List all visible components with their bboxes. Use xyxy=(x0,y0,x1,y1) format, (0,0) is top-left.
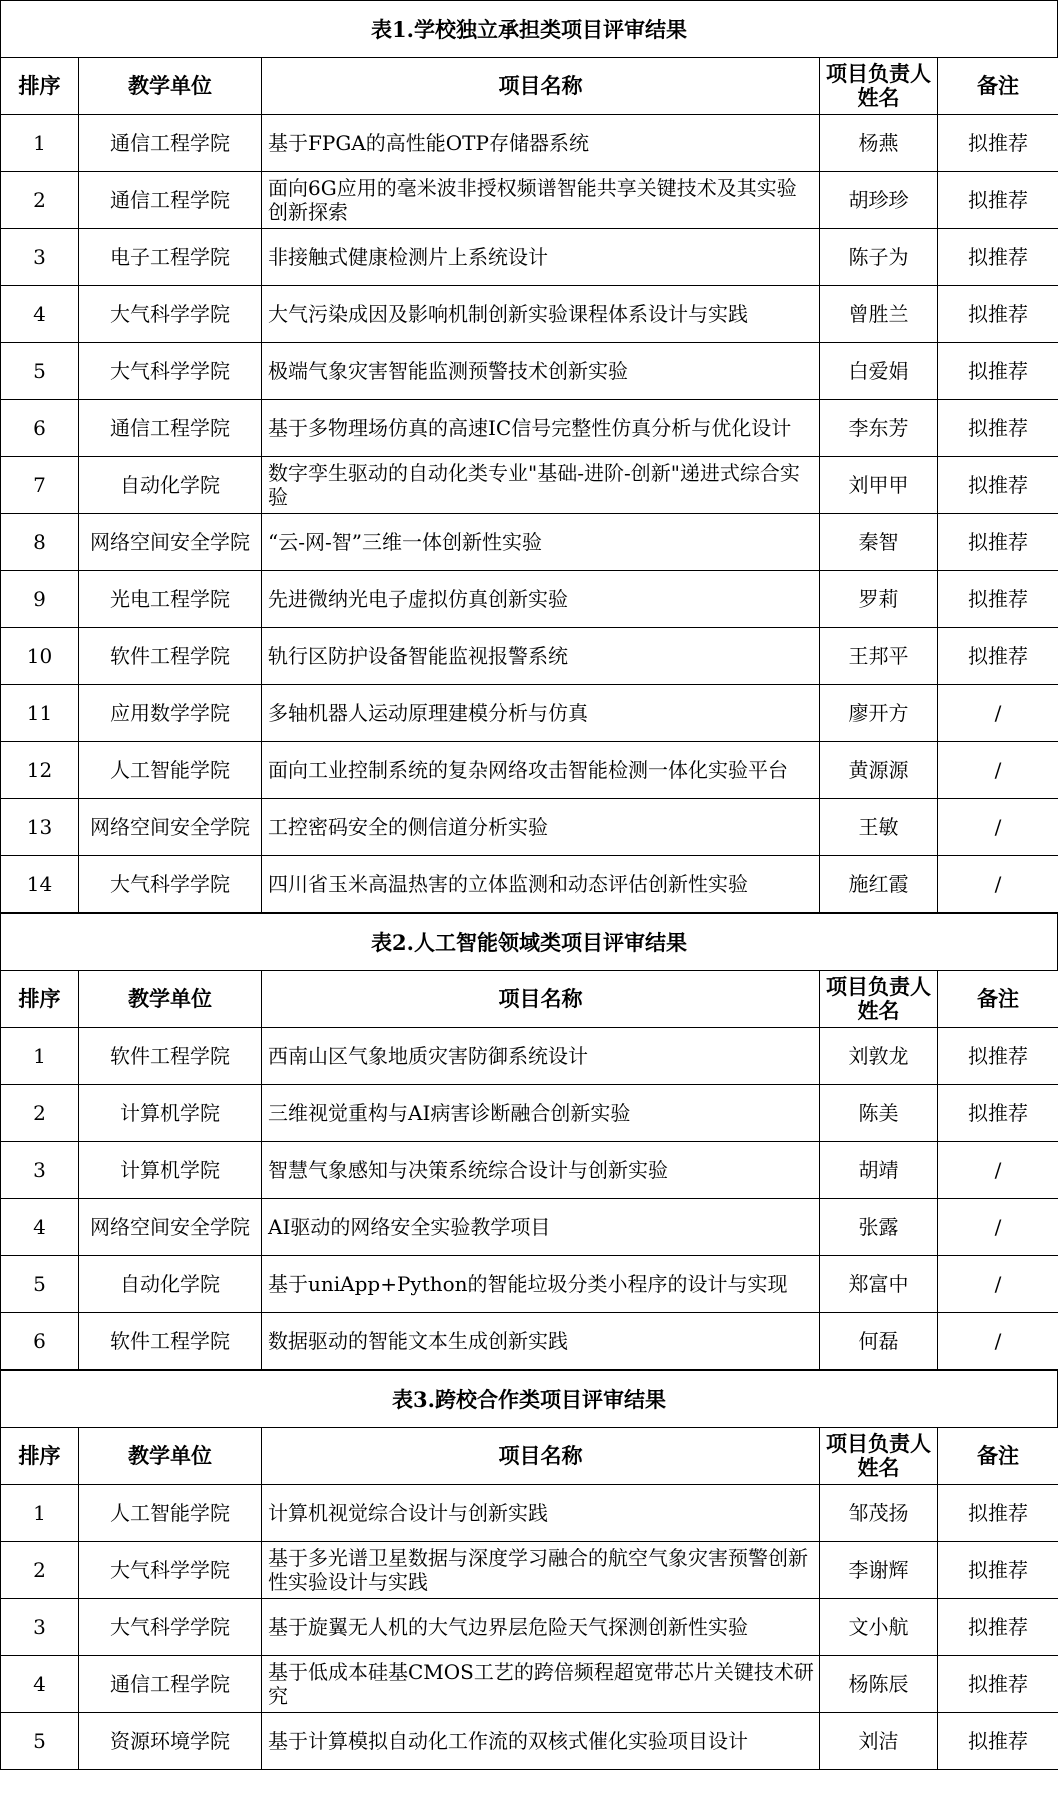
table-row xyxy=(1,1085,1058,1142)
rank-cell: 2 xyxy=(1,1085,79,1142)
rank-cell: 13 xyxy=(1,799,79,856)
leader-cell: 杨陈辰 xyxy=(820,1656,938,1713)
leader-cell: 秦智 xyxy=(820,514,938,571)
leader-cell: 邹茂扬 xyxy=(820,1485,938,1542)
unit-cell: 大气科学学院 xyxy=(79,856,262,913)
rank-header: 排序 xyxy=(1,58,79,115)
leader-cell: 文小航 xyxy=(820,1599,938,1656)
note-cell: 拟推荐 xyxy=(938,343,1058,400)
rank-cell: 10 xyxy=(1,628,79,685)
project-name-cell: 多轴机器人运动原理建模分析与仿真 xyxy=(262,685,820,742)
rank-cell: 6 xyxy=(1,1313,79,1370)
unit-cell: 软件工程学院 xyxy=(79,1313,262,1370)
table-row xyxy=(1,229,1058,286)
rank-cell: 1 xyxy=(1,1485,79,1542)
table-row xyxy=(1,799,1058,856)
note-cell: 拟推荐 xyxy=(938,400,1058,457)
note-cell: 拟推荐 xyxy=(938,1028,1058,1085)
note-header: 备注 xyxy=(938,1428,1058,1485)
leader-cell: 胡珍珍 xyxy=(820,172,938,229)
unit-cell: 自动化学院 xyxy=(79,1256,262,1313)
table-row xyxy=(1,1485,1058,1542)
rank-cell: 5 xyxy=(1,1713,79,1770)
header-row xyxy=(1,1428,1058,1485)
table-row xyxy=(1,1313,1058,1370)
note-cell: / xyxy=(938,1142,1058,1199)
table-row xyxy=(1,286,1058,343)
rank-cell: 4 xyxy=(1,1199,79,1256)
leader-cell: 杨燕 xyxy=(820,115,938,172)
project-name-cell: 先进微纳光电子虚拟仿真创新实验 xyxy=(262,571,820,628)
rank-cell: 4 xyxy=(1,286,79,343)
note-cell: 拟推荐 xyxy=(938,1542,1058,1599)
note-cell: / xyxy=(938,1256,1058,1313)
note-cell: 拟推荐 xyxy=(938,514,1058,571)
note-cell: / xyxy=(938,685,1058,742)
unit-header: 教学单位 xyxy=(79,971,262,1028)
unit-cell: 自动化学院 xyxy=(79,457,262,514)
table-row xyxy=(1,1542,1058,1599)
leader-cell: 罗莉 xyxy=(820,571,938,628)
unit-cell: 资源环境学院 xyxy=(79,1713,262,1770)
note-cell: 拟推荐 xyxy=(938,571,1058,628)
table-row xyxy=(1,1713,1058,1770)
section-title: 表1.学校独立承担类项目评审结果 xyxy=(0,0,1058,57)
table-row xyxy=(1,1656,1058,1713)
table-row xyxy=(1,1256,1058,1313)
project-name-cell: 基于低成本硅基CMOS工艺的跨倍频程超宽带芯片关键技术研究 xyxy=(262,1656,820,1713)
unit-cell: 通信工程学院 xyxy=(79,1656,262,1713)
unit-cell: 网络空间安全学院 xyxy=(79,799,262,856)
table-row xyxy=(1,343,1058,400)
table-row xyxy=(1,1142,1058,1199)
results-table xyxy=(0,970,1058,1370)
unit-cell: 软件工程学院 xyxy=(79,628,262,685)
rank-cell: 8 xyxy=(1,514,79,571)
rank-cell: 2 xyxy=(1,172,79,229)
project-name-cell: 基于旋翼无人机的大气边界层危险天气探测创新性实验 xyxy=(262,1599,820,1656)
leader-cell: 施红霞 xyxy=(820,856,938,913)
note-cell: / xyxy=(938,742,1058,799)
table-row xyxy=(1,400,1058,457)
header-row xyxy=(1,971,1058,1028)
note-cell: / xyxy=(938,856,1058,913)
leader-header: 项目负责人姓名 xyxy=(820,58,938,115)
table-row xyxy=(1,685,1058,742)
rank-cell: 3 xyxy=(1,1599,79,1656)
rank-cell: 6 xyxy=(1,400,79,457)
rank-cell: 4 xyxy=(1,1656,79,1713)
project-name-cell: 基于计算模拟自动化工作流的双核式催化实验项目设计 xyxy=(262,1713,820,1770)
leader-cell: 陈子为 xyxy=(820,229,938,286)
project-name-cell: 工控密码安全的侧信道分析实验 xyxy=(262,799,820,856)
leader-cell: 白爱娟 xyxy=(820,343,938,400)
note-header: 备注 xyxy=(938,58,1058,115)
project-header: 项目名称 xyxy=(262,971,820,1028)
table-row xyxy=(1,115,1058,172)
rank-cell: 9 xyxy=(1,571,79,628)
leader-cell: 胡靖 xyxy=(820,1142,938,1199)
unit-cell: 通信工程学院 xyxy=(79,115,262,172)
note-cell: 拟推荐 xyxy=(938,229,1058,286)
table-row xyxy=(1,1199,1058,1256)
project-name-cell: 数字孪生驱动的自动化类专业"基础-进阶-创新"递进式综合实验 xyxy=(262,457,820,514)
leader-cell: 李东芳 xyxy=(820,400,938,457)
unit-cell: 大气科学学院 xyxy=(79,1599,262,1656)
rank-cell: 11 xyxy=(1,685,79,742)
note-cell: 拟推荐 xyxy=(938,457,1058,514)
rank-header: 排序 xyxy=(1,1428,79,1485)
project-header: 项目名称 xyxy=(262,1428,820,1485)
project-name-cell: 基于多物理场仿真的高速IC信号完整性仿真分析与优化设计 xyxy=(262,400,820,457)
project-name-cell: 面向6G应用的毫米波非授权频谱智能共享关键技术及其实验创新探索 xyxy=(262,172,820,229)
table-row xyxy=(1,1028,1058,1085)
leader-cell: 黄源源 xyxy=(820,742,938,799)
section-title: 表3.跨校合作类项目评审结果 xyxy=(0,1370,1058,1427)
leader-cell: 陈美 xyxy=(820,1085,938,1142)
results-table xyxy=(0,1427,1058,1770)
note-cell: 拟推荐 xyxy=(938,286,1058,343)
project-name-cell: 基于多光谱卫星数据与深度学习融合的航空气象灾害预警创新性实验设计与实践 xyxy=(262,1542,820,1599)
note-cell: / xyxy=(938,1313,1058,1370)
table-row xyxy=(1,628,1058,685)
project-name-cell: 三维视觉重构与AI病害诊断融合创新实验 xyxy=(262,1085,820,1142)
unit-cell: 通信工程学院 xyxy=(79,172,262,229)
rank-cell: 1 xyxy=(1,1028,79,1085)
leader-cell: 刘甲甲 xyxy=(820,457,938,514)
leader-cell: 刘洁 xyxy=(820,1713,938,1770)
leader-cell: 廖开方 xyxy=(820,685,938,742)
unit-header: 教学单位 xyxy=(79,58,262,115)
project-name-cell: 大气污染成因及影响机制创新实验课程体系设计与实践 xyxy=(262,286,820,343)
unit-cell: 网络空间安全学院 xyxy=(79,1199,262,1256)
unit-cell: 大气科学学院 xyxy=(79,286,262,343)
rank-cell: 2 xyxy=(1,1542,79,1599)
leader-cell: 王邦平 xyxy=(820,628,938,685)
project-name-cell: 数据驱动的智能文本生成创新实践 xyxy=(262,1313,820,1370)
project-name-cell: 基于uniApp+Python的智能垃圾分类小程序的设计与实现 xyxy=(262,1256,820,1313)
note-cell: / xyxy=(938,799,1058,856)
note-cell: 拟推荐 xyxy=(938,628,1058,685)
section-title: 表2.人工智能领域类项目评审结果 xyxy=(0,913,1058,970)
results-table xyxy=(0,57,1058,913)
rank-cell: 14 xyxy=(1,856,79,913)
rank-cell: 3 xyxy=(1,229,79,286)
unit-cell: 计算机学院 xyxy=(79,1142,262,1199)
unit-cell: 通信工程学院 xyxy=(79,400,262,457)
unit-cell: 大气科学学院 xyxy=(79,1542,262,1599)
table-row xyxy=(1,1599,1058,1656)
table-row xyxy=(1,742,1058,799)
note-cell: 拟推荐 xyxy=(938,115,1058,172)
unit-header: 教学单位 xyxy=(79,1428,262,1485)
unit-cell: 光电工程学院 xyxy=(79,571,262,628)
leader-cell: 曾胜兰 xyxy=(820,286,938,343)
note-cell: 拟推荐 xyxy=(938,1713,1058,1770)
project-name-cell: “云-网-智”三维一体创新性实验 xyxy=(262,514,820,571)
unit-cell: 应用数学学院 xyxy=(79,685,262,742)
unit-cell: 网络空间安全学院 xyxy=(79,514,262,571)
project-name-cell: 极端气象灾害智能监测预警技术创新实验 xyxy=(262,343,820,400)
table-row xyxy=(1,571,1058,628)
note-cell: 拟推荐 xyxy=(938,1085,1058,1142)
project-name-cell: 基于FPGA的高性能OTP存储器系统 xyxy=(262,115,820,172)
unit-cell: 电子工程学院 xyxy=(79,229,262,286)
unit-cell: 人工智能学院 xyxy=(79,1485,262,1542)
leader-cell: 何磊 xyxy=(820,1313,938,1370)
project-name-cell: 非接触式健康检测片上系统设计 xyxy=(262,229,820,286)
unit-cell: 计算机学院 xyxy=(79,1085,262,1142)
table-row xyxy=(1,856,1058,913)
table-row xyxy=(1,172,1058,229)
project-name-cell: 西南山区气象地质灾害防御系统设计 xyxy=(262,1028,820,1085)
leader-header: 项目负责人姓名 xyxy=(820,971,938,1028)
project-name-cell: 计算机视觉综合设计与创新实践 xyxy=(262,1485,820,1542)
rank-cell: 1 xyxy=(1,115,79,172)
note-cell: / xyxy=(938,1199,1058,1256)
leader-cell: 刘敦龙 xyxy=(820,1028,938,1085)
rank-cell: 3 xyxy=(1,1142,79,1199)
project-name-cell: 智慧气象感知与决策系统综合设计与创新实验 xyxy=(262,1142,820,1199)
note-cell: 拟推荐 xyxy=(938,1485,1058,1542)
table-row xyxy=(1,457,1058,514)
leader-cell: 郑富中 xyxy=(820,1256,938,1313)
header-row xyxy=(1,58,1058,115)
note-cell: 拟推荐 xyxy=(938,1656,1058,1713)
leader-cell: 张露 xyxy=(820,1199,938,1256)
note-header: 备注 xyxy=(938,971,1058,1028)
note-cell: 拟推荐 xyxy=(938,172,1058,229)
note-cell: 拟推荐 xyxy=(938,1599,1058,1656)
leader-header: 项目负责人姓名 xyxy=(820,1428,938,1485)
project-name-cell: 四川省玉米高温热害的立体监测和动态评估创新性实验 xyxy=(262,856,820,913)
leader-cell: 李谢辉 xyxy=(820,1542,938,1599)
rank-cell: 7 xyxy=(1,457,79,514)
project-name-cell: 轨行区防护设备智能监视报警系统 xyxy=(262,628,820,685)
leader-cell: 王敏 xyxy=(820,799,938,856)
unit-cell: 大气科学学院 xyxy=(79,343,262,400)
unit-cell: 人工智能学院 xyxy=(79,742,262,799)
project-header: 项目名称 xyxy=(262,58,820,115)
rank-cell: 5 xyxy=(1,1256,79,1313)
table-row xyxy=(1,514,1058,571)
project-name-cell: 面向工业控制系统的复杂网络攻击智能检测一体化实验平台 xyxy=(262,742,820,799)
rank-cell: 5 xyxy=(1,343,79,400)
project-name-cell: AI驱动的网络安全实验教学项目 xyxy=(262,1199,820,1256)
rank-cell: 12 xyxy=(1,742,79,799)
unit-cell: 软件工程学院 xyxy=(79,1028,262,1085)
rank-header: 排序 xyxy=(1,971,79,1028)
